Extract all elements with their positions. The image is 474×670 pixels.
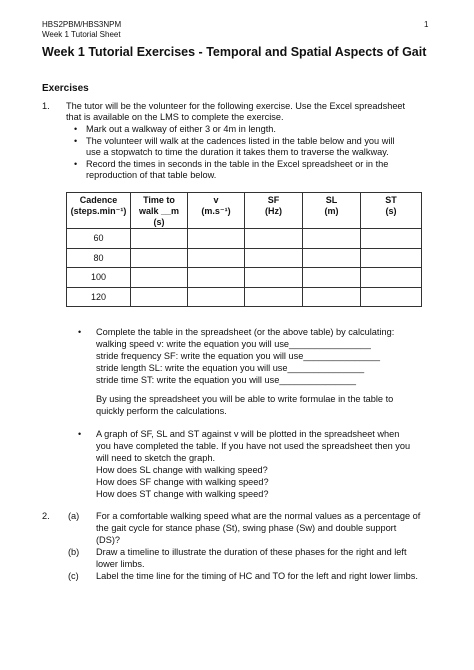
sheet-subtitle: Week 1 Tutorial Sheet bbox=[42, 30, 121, 39]
question-1-number: 1. bbox=[42, 101, 50, 111]
table-row bbox=[67, 287, 422, 307]
cadence-cell: 60 bbox=[67, 229, 131, 249]
bullet4-line: stride length SL: write the equation you will use_______________ bbox=[96, 363, 365, 373]
input-cell[interactable] bbox=[131, 287, 188, 307]
input-cell[interactable] bbox=[303, 268, 361, 288]
table-header-row bbox=[67, 193, 422, 229]
bullet5-line: How does SL change with walking speed? bbox=[96, 465, 268, 475]
input-cell[interactable] bbox=[131, 268, 188, 288]
bullet4-line: walking speed v: write the equation you will use________________ bbox=[96, 339, 371, 349]
bullet-icon: • bbox=[74, 159, 78, 169]
q2-part-label: (c) bbox=[68, 571, 79, 581]
bullet5-line: you have completed the table. If you have not used the spreadsheet then you bbox=[96, 441, 411, 451]
q2-part-line: Draw a timeline to illustrate the duration of these phases for the right and left bbox=[96, 547, 407, 557]
cadence-table bbox=[66, 192, 422, 307]
bullet4-line: stride frequency SF: write the equation you will use_______________ bbox=[96, 351, 380, 361]
q2-part-line: Label the time line for the timing of HC and TO for the left and right lower limbs. bbox=[96, 571, 418, 581]
bullet4-paragraph: quickly perform the calculations. bbox=[96, 406, 227, 416]
question-2-number: 2. bbox=[42, 511, 50, 521]
bullet5-line: will need to sketch the graph. bbox=[96, 453, 215, 463]
bullet-icon: • bbox=[78, 429, 82, 439]
q1-bullet-line: reproduction of that table below. bbox=[86, 170, 217, 180]
bullet-icon: • bbox=[74, 124, 78, 134]
cadence-cell: 80 bbox=[67, 248, 131, 268]
bullet5-line: A graph of SF, SL and ST against v will be plotted in the spreadsheet when bbox=[96, 429, 400, 439]
bullet4-line: Complete the table in the spreadsheet (or the above table) by calculating: bbox=[96, 327, 395, 337]
input-cell[interactable] bbox=[131, 229, 188, 249]
input-cell[interactable] bbox=[361, 287, 422, 307]
q2-part-line: the gait cycle for stance phase (St), swing phase (Sw) and double support bbox=[96, 523, 397, 533]
input-cell[interactable] bbox=[188, 287, 245, 307]
input-cell[interactable] bbox=[303, 229, 361, 249]
column-header-sl: SL (m) bbox=[303, 193, 361, 229]
column-header-velocity: v (m.s⁻¹) bbox=[188, 193, 245, 229]
cadence-cell: 120 bbox=[67, 287, 131, 307]
section-heading: Exercises bbox=[42, 83, 89, 94]
bullet5-line: How does SF change with walking speed? bbox=[96, 477, 269, 487]
input-cell[interactable] bbox=[245, 248, 303, 268]
q2-part-line: For a comfortable walking speed what are the normal values as a percentage of bbox=[96, 511, 421, 521]
q2-part-line: (DS)? bbox=[96, 535, 120, 545]
input-cell[interactable] bbox=[245, 287, 303, 307]
q1-intro-line: that is available on the LMS to complete the exercise. bbox=[66, 112, 284, 122]
column-header-sf: SF (Hz) bbox=[245, 193, 303, 229]
input-cell[interactable] bbox=[303, 287, 361, 307]
input-cell[interactable] bbox=[188, 229, 245, 249]
q2-part-label: (b) bbox=[68, 547, 80, 557]
bullet4-paragraph: By using the spreadsheet you will be able to write formulae in the table to bbox=[96, 394, 394, 404]
input-cell[interactable] bbox=[188, 268, 245, 288]
column-header-st: ST (s) bbox=[361, 193, 422, 229]
input-cell[interactable] bbox=[245, 229, 303, 249]
column-header-cadence: Cadence (steps.min⁻¹) bbox=[67, 193, 131, 229]
bullet5-line: How does ST change with walking speed? bbox=[96, 489, 269, 499]
table-row bbox=[67, 229, 422, 249]
q1-bullet-line: The volunteer will walk at the cadences listed in the table below and you will bbox=[86, 136, 395, 146]
input-cell[interactable] bbox=[361, 248, 422, 268]
bullet-icon: • bbox=[74, 136, 78, 146]
table-row bbox=[67, 248, 422, 268]
q1-intro-line: The tutor will be the volunteer for the following exercise. Use the Excel spreadsheet bbox=[66, 101, 406, 111]
q1-bullet-line: Record the times in seconds in the table in the Excel spreadsheet or in the bbox=[86, 159, 389, 169]
input-cell[interactable] bbox=[131, 248, 188, 268]
q1-bullet-line: Mark out a walkway of either 3 or 4m in length. bbox=[86, 124, 276, 134]
cadence-cell: 100 bbox=[67, 268, 131, 288]
table-row bbox=[67, 268, 422, 288]
column-header-time: Time to walk __m (s) bbox=[131, 193, 188, 229]
input-cell[interactable] bbox=[245, 268, 303, 288]
input-cell[interactable] bbox=[361, 268, 422, 288]
q1-bullet-line: use a stopwatch to time the duration it takes them to traverse the walkway. bbox=[86, 147, 389, 157]
bullet4-line: stride time ST: write the equation you will use_______________ bbox=[96, 375, 356, 385]
page-title: Week 1 Tutorial Exercises - Temporal and Spatial Aspects of Gait bbox=[42, 45, 427, 59]
q2-part-line: lower limbs. bbox=[96, 559, 145, 569]
input-cell[interactable] bbox=[188, 248, 245, 268]
course-code: HBS2PBM/HBS3NPM bbox=[42, 20, 122, 29]
input-cell[interactable] bbox=[303, 248, 361, 268]
q2-part-label: (a) bbox=[68, 511, 80, 521]
input-cell[interactable] bbox=[361, 229, 422, 249]
page-number: 1 bbox=[424, 20, 429, 29]
bullet-icon: • bbox=[78, 327, 82, 337]
